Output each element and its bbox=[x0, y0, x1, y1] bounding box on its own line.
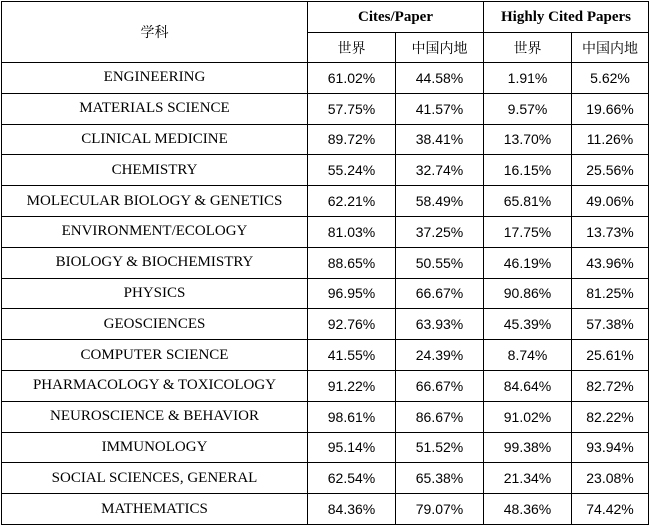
hcp-world-cell: 84.64% bbox=[484, 370, 572, 401]
hcp-world-cell: 13.70% bbox=[484, 124, 572, 155]
hcp-world-cell: 65.81% bbox=[484, 186, 572, 217]
table-row bbox=[2, 309, 649, 340]
hcp-world-cell: 45.39% bbox=[484, 309, 572, 340]
subject-cell: PHYSICS bbox=[2, 278, 308, 309]
hcp-china-cell: 25.61% bbox=[572, 340, 649, 371]
hcp-china-cell: 82.22% bbox=[572, 401, 649, 432]
hcp-world-cell: 46.19% bbox=[484, 247, 572, 278]
table-row bbox=[2, 432, 649, 463]
hcp-world-cell: 8.74% bbox=[484, 340, 572, 371]
cites-china-cell: 79.07% bbox=[396, 494, 484, 525]
table-row bbox=[2, 186, 649, 217]
table-row bbox=[2, 370, 649, 401]
cites-world-cell: 95.14% bbox=[308, 432, 396, 463]
cites-world-cell: 88.65% bbox=[308, 247, 396, 278]
hcp-china-cell: 57.38% bbox=[572, 309, 649, 340]
hcp-china-cell: 49.06% bbox=[572, 186, 649, 217]
cites-china-cell: 50.55% bbox=[396, 247, 484, 278]
table-row bbox=[2, 155, 649, 186]
table-row bbox=[2, 216, 649, 247]
table-row bbox=[2, 63, 649, 94]
hcp-china-cell: 19.66% bbox=[572, 93, 649, 124]
cites-china-cell: 66.67% bbox=[396, 278, 484, 309]
cites-china-cell: 38.41% bbox=[396, 124, 484, 155]
hcp-world-cell: 21.34% bbox=[484, 463, 572, 494]
cites-world-cell: 98.61% bbox=[308, 401, 396, 432]
cites-china-cell: 24.39% bbox=[396, 340, 484, 371]
cites-per-paper-header: Cites/Paper bbox=[308, 2, 484, 33]
hcp-world-cell: 16.15% bbox=[484, 155, 572, 186]
table-row bbox=[2, 247, 649, 278]
subject-cell: PHARMACOLOGY & TOXICOLOGY bbox=[2, 370, 308, 401]
cites-china-cell: 58.49% bbox=[396, 186, 484, 217]
cites-world-cell: 62.21% bbox=[308, 186, 396, 217]
table-row bbox=[2, 494, 649, 525]
hcp-china-cell: 93.94% bbox=[572, 432, 649, 463]
highly-cited-papers-header: Highly Cited Papers bbox=[484, 2, 649, 33]
subject-cell: NEUROSCIENCE & BEHAVIOR bbox=[2, 401, 308, 432]
table-row bbox=[2, 278, 649, 309]
cites-china-cell: 51.52% bbox=[396, 432, 484, 463]
hcp-china-cell: 25.56% bbox=[572, 155, 649, 186]
hcp-china-cell: 81.25% bbox=[572, 278, 649, 309]
table-row bbox=[2, 340, 649, 371]
hcp-world-cell: 91.02% bbox=[484, 401, 572, 432]
cites-world-cell: 81.03% bbox=[308, 216, 396, 247]
cites-china-cell: 44.58% bbox=[396, 63, 484, 94]
hcp-world-cell: 90.86% bbox=[484, 278, 572, 309]
subject-cell: ENGINEERING bbox=[2, 63, 308, 94]
cites-world-header: 世界 bbox=[308, 33, 396, 63]
hcp-world-cell: 1.91% bbox=[484, 63, 572, 94]
hcp-world-cell: 48.36% bbox=[484, 494, 572, 525]
table-row bbox=[2, 463, 649, 494]
subject-cell: SOCIAL SCIENCES, GENERAL bbox=[2, 463, 308, 494]
cites-china-cell: 37.25% bbox=[396, 216, 484, 247]
subject-cell: MOLECULAR BIOLOGY & GENETICS bbox=[2, 186, 308, 217]
cites-world-cell: 41.55% bbox=[308, 340, 396, 371]
subject-cell: CLINICAL MEDICINE bbox=[2, 124, 308, 155]
table-row bbox=[2, 124, 649, 155]
subject-cell: MATERIALS SCIENCE bbox=[2, 93, 308, 124]
hcp-world-header: 世界 bbox=[484, 33, 572, 63]
cites-world-cell: 96.95% bbox=[308, 278, 396, 309]
subject-cell: CHEMISTRY bbox=[2, 155, 308, 186]
cites-world-cell: 62.54% bbox=[308, 463, 396, 494]
subject-cell: IMMUNOLOGY bbox=[2, 432, 308, 463]
cites-china-cell: 63.93% bbox=[396, 309, 484, 340]
table-row bbox=[2, 401, 649, 432]
subject-cell: BIOLOGY & BIOCHEMISTRY bbox=[2, 247, 308, 278]
subject-cell: GEOSCIENCES bbox=[2, 309, 308, 340]
subject-cell: COMPUTER SCIENCE bbox=[2, 340, 308, 371]
hcp-china-cell: 82.72% bbox=[572, 370, 649, 401]
subject-comparison-table bbox=[1, 1, 649, 525]
hcp-china-cell: 5.62% bbox=[572, 63, 649, 94]
table-row bbox=[2, 93, 649, 124]
cites-china-cell: 65.38% bbox=[396, 463, 484, 494]
hcp-china-cell: 13.73% bbox=[572, 216, 649, 247]
hcp-china-cell: 11.26% bbox=[572, 124, 649, 155]
cites-world-cell: 89.72% bbox=[308, 124, 396, 155]
cites-world-cell: 84.36% bbox=[308, 494, 396, 525]
cites-world-cell: 57.75% bbox=[308, 93, 396, 124]
subject-cell: MATHEMATICS bbox=[2, 494, 308, 525]
hcp-china-cell: 23.08% bbox=[572, 463, 649, 494]
hcp-china-cell: 43.96% bbox=[572, 247, 649, 278]
subject-header: 学科 bbox=[2, 2, 308, 63]
cites-china-cell: 41.57% bbox=[396, 93, 484, 124]
cites-china-cell: 86.67% bbox=[396, 401, 484, 432]
cites-world-cell: 92.76% bbox=[308, 309, 396, 340]
hcp-world-cell: 99.38% bbox=[484, 432, 572, 463]
cites-world-cell: 91.22% bbox=[308, 370, 396, 401]
cites-china-cell: 66.67% bbox=[396, 370, 484, 401]
hcp-world-cell: 17.75% bbox=[484, 216, 572, 247]
subject-cell: ENVIRONMENT/ECOLOGY bbox=[2, 216, 308, 247]
cites-world-cell: 55.24% bbox=[308, 155, 396, 186]
cites-china-header: 中国内地 bbox=[396, 33, 484, 63]
cites-world-cell: 61.02% bbox=[308, 63, 396, 94]
hcp-china-cell: 74.42% bbox=[572, 494, 649, 525]
hcp-china-header: 中国内地 bbox=[572, 33, 649, 63]
cites-china-cell: 32.74% bbox=[396, 155, 484, 186]
hcp-world-cell: 9.57% bbox=[484, 93, 572, 124]
